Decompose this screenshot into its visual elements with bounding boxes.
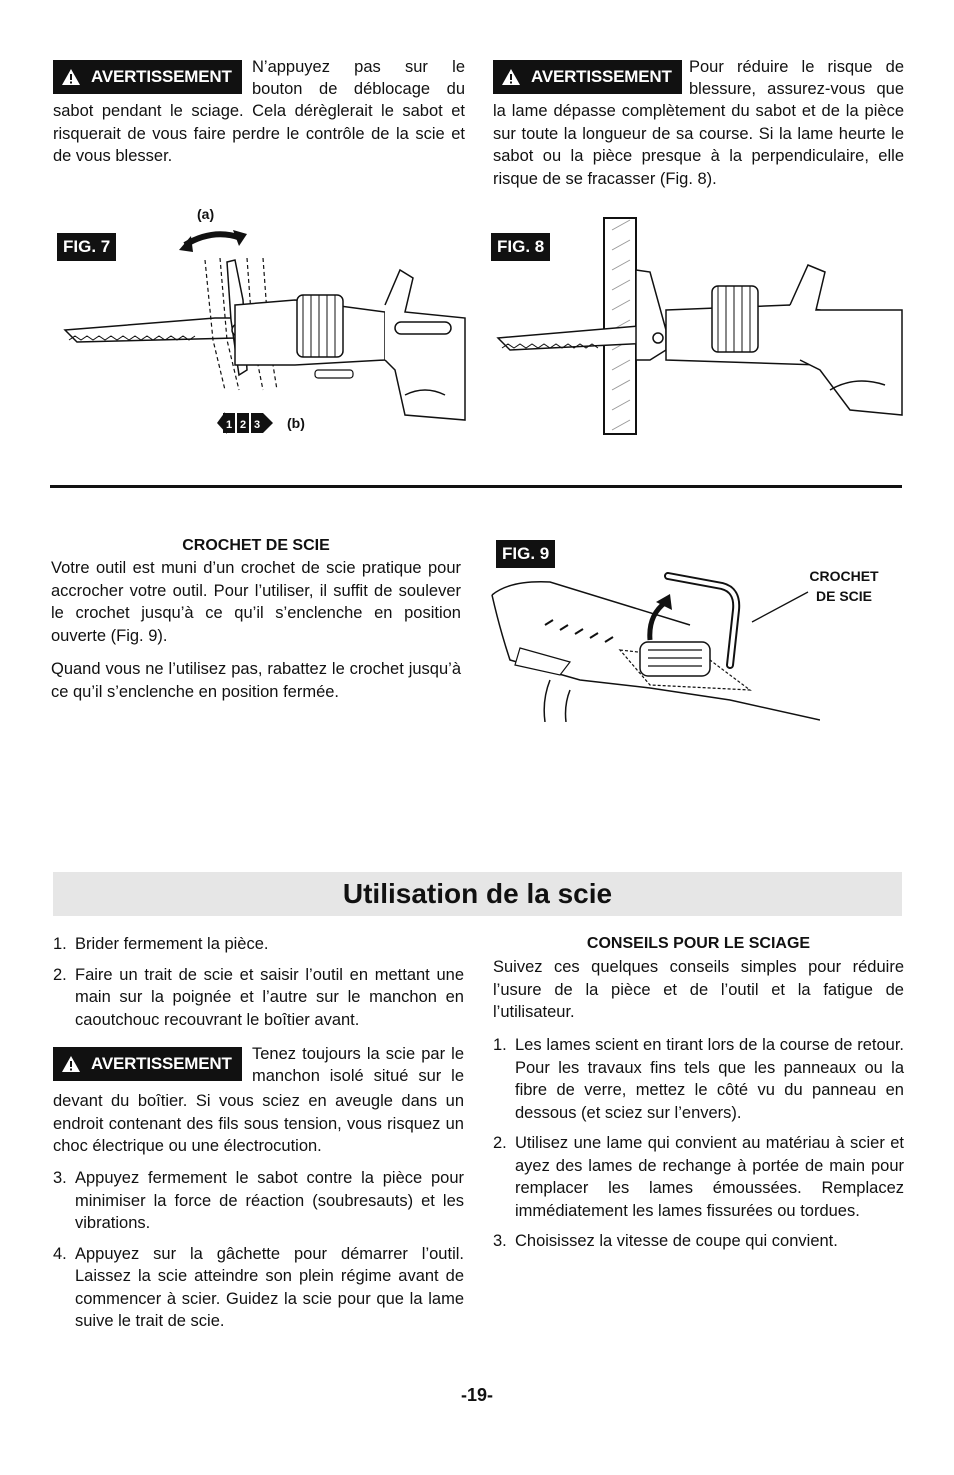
tips-list — [493, 1034, 904, 1261]
warning-text-line1: Tenez toujours la scie par le — [252, 1045, 464, 1063]
fig8-blade-clearance-illustration — [490, 210, 905, 440]
warning-text-body: sabot pendant le sciage. Cela dérèglerait le sabot et risquerait de vous faire perdre le contrôle de la scie et de vous blesser. — [53, 102, 465, 165]
warning-triangle-icon — [61, 1055, 81, 1073]
warning-text-line2: manchon isolé situé sur le — [252, 1067, 464, 1085]
section-divider — [50, 485, 902, 488]
position-2: 2 — [239, 419, 247, 431]
warning-triangle-icon — [61, 68, 81, 86]
list-item: 2. Utilisez une lame qui convient au matériau à scier et ayez des lames de rechange à portée de main pour remplacer les lames émoussées. Remplacez immédiatement les lames fissurées ou tordues. — [493, 1134, 904, 1220]
warning-triangle-icon — [501, 68, 521, 86]
fig9-callout-line2: DE SCIE — [815, 588, 872, 604]
fig7-callout-b: (b) — [287, 415, 305, 431]
fig9-callout-line1: CROCHET — [809, 568, 879, 584]
warning-text-line2: bouton de déblocage du — [252, 80, 465, 98]
tips-heading: CONSEILS POUR LE SCIAGE — [586, 935, 811, 952]
list-item: 1. Brider fermement la pièce. — [53, 935, 269, 953]
fig9-saw-hook-illustration — [490, 570, 820, 722]
position-1: 1 — [225, 419, 233, 431]
section-title: Utilisation de la scie — [53, 872, 902, 916]
fig7-saw-shoe-illustration — [55, 200, 470, 445]
page-number: -19- — [460, 1385, 493, 1405]
warning-badge: AVERTISSEMENT — [53, 1047, 242, 1081]
list-item: 3. Appuyez fermement le sabot contre la pièce pour minimiser la force de réaction (soubresauts) et les vibrations. — [53, 1169, 464, 1232]
hook-paragraph-2: Quand vous ne l’utilisez pas, rabattez le crochet jusqu’à ce qu’il s’enclenche en position fermée. — [51, 660, 461, 701]
warning-text-line1: N’appuyez pas sur le — [252, 58, 465, 76]
list-item: 1. Les lames scient en tirant lors de la course de retour. Pour les travaux fins tels que les panneaux ou la fibre de verre, mettez le côté vu du panneau en dessous (et sciez sur l’envers). — [493, 1036, 904, 1122]
hook-paragraph-1: Votre outil est muni d’un crochet de scie pratique pour accrocher votre outil. Pour l’utiliser, il suffit de soulever le crochet jusqu’à ce qu’il s’enclenche en position ouverte (Fig. 9). — [51, 559, 461, 645]
warning-badge: AVERTISSEMENT — [53, 60, 242, 94]
warning-badge: AVERTISSEMENT — [493, 60, 682, 94]
warning-text-body: devant du boîtier. Si vous sciez en aveugle dans un endroit contenant des fils sous tension, vous risquez un choc électrique ou une électrocution. — [53, 1092, 464, 1155]
fig8-label: FIG. 8 — [491, 233, 550, 261]
steps-list-top — [53, 933, 464, 1039]
warning-text-line2: blessure, assurez-vous que — [689, 80, 904, 98]
tips-intro: Suivez ces quelques conseils simples pour réduire l’usure de la pièce et de l’outil et la fatigue de l’utilisateur. — [493, 958, 904, 1021]
fig9-label: FIG. 9 — [496, 540, 555, 568]
steps-list-bottom — [53, 1167, 464, 1341]
fig7-label: FIG. 7 — [57, 233, 116, 261]
list-item: 3. Choisissez la vitesse de coupe qui convient. — [493, 1232, 838, 1250]
position-3: 3 — [253, 419, 261, 431]
warning-text-line1: Pour réduire le risque de — [689, 58, 904, 76]
list-item: 2. Faire un trait de scie et saisir l’outil en mettant une main sur la poignée et l’autre sur le manchon en caoutchouc recouvrant le boîtier avant. — [53, 965, 464, 1029]
warning-text-body: la lame dépasse complètement du sabot et de la pièce sur toute la longueur de sa course. Si la lame heurte le sabot ou la pièce presque à la perpendiculaire, elle risque de se fracasser (Fig. 8). — [493, 102, 904, 188]
hook-heading: CROCHET DE SCIE — [182, 537, 330, 554]
list-item: 4. Appuyez sur la gâchette pour démarrer l’outil. Laissez la scie atteindre son plein régime avant de commencer à scier. Guidez la scie pour que la lame suive le trait de scie. — [53, 1244, 464, 1330]
fig7-callout-a: (a) — [197, 206, 215, 222]
